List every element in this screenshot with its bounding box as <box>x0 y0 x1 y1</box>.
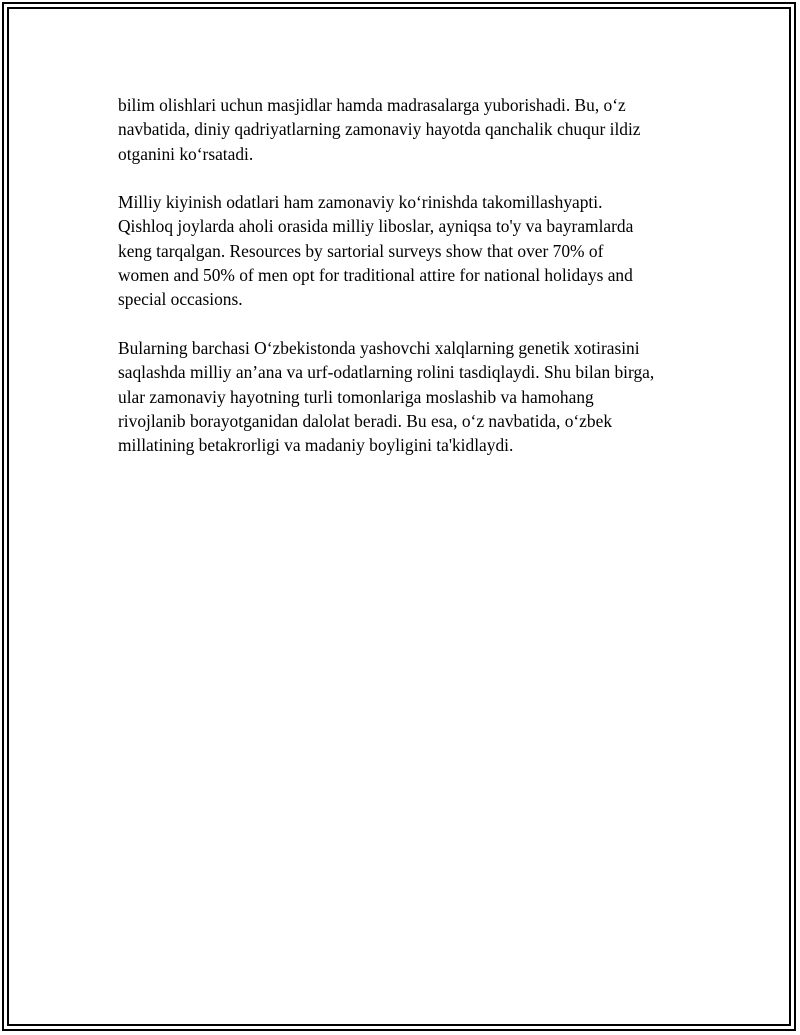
text-line: Milliy kiyinish odatlari ham zamonaviy ko‘rinishda takomillashyapti. <box>118 192 603 213</box>
paragraph-conclusion <box>118 336 688 457</box>
paragraph-religious-values <box>118 93 688 166</box>
document-body <box>118 93 688 482</box>
text-line: special occasions. <box>118 289 243 310</box>
text-line: millatining betakrorligi va madaniy boyligini ta'kidlaydi. <box>118 435 514 456</box>
text-line: women and 50% of men opt for traditional attire for national holidays and <box>118 265 633 286</box>
text-line: Bularning barchasi O‘zbekistonda yashovchi xalqlarning genetik xotirasini <box>118 337 640 358</box>
text-line: Qishloq joylarda aholi orasida milliy liboslar, ayniqsa to'y va bayramlarda <box>118 216 634 237</box>
text-line: bilim olishlari uchun masjidlar hamda madrasalarga yuborishadi. Bu, o‘z <box>118 95 626 115</box>
text-line: saqlashda milliy an’ana va urf-odatlarning rolini tasdiqlaydi. Shu bilan birga, <box>118 362 655 383</box>
text-line: keng tarqalgan. Resources by sartorial surveys show that over 70% of <box>118 240 604 261</box>
text-line: ular zamonaviy hayotning turli tomonlariga moslashib va hamohang <box>118 386 594 407</box>
text-line: rivojlanib borayotganidan dalolat beradi. Bu esa, o‘z navbatida, o‘zbek <box>118 410 613 431</box>
paragraph-national-clothing <box>118 190 688 311</box>
text-line: otganini ko‘rsatadi. <box>118 143 254 164</box>
text-line: navbatida, diniy qadriyatlarning zamonaviy hayotda qanchalik chuqur ildiz <box>118 119 641 140</box>
